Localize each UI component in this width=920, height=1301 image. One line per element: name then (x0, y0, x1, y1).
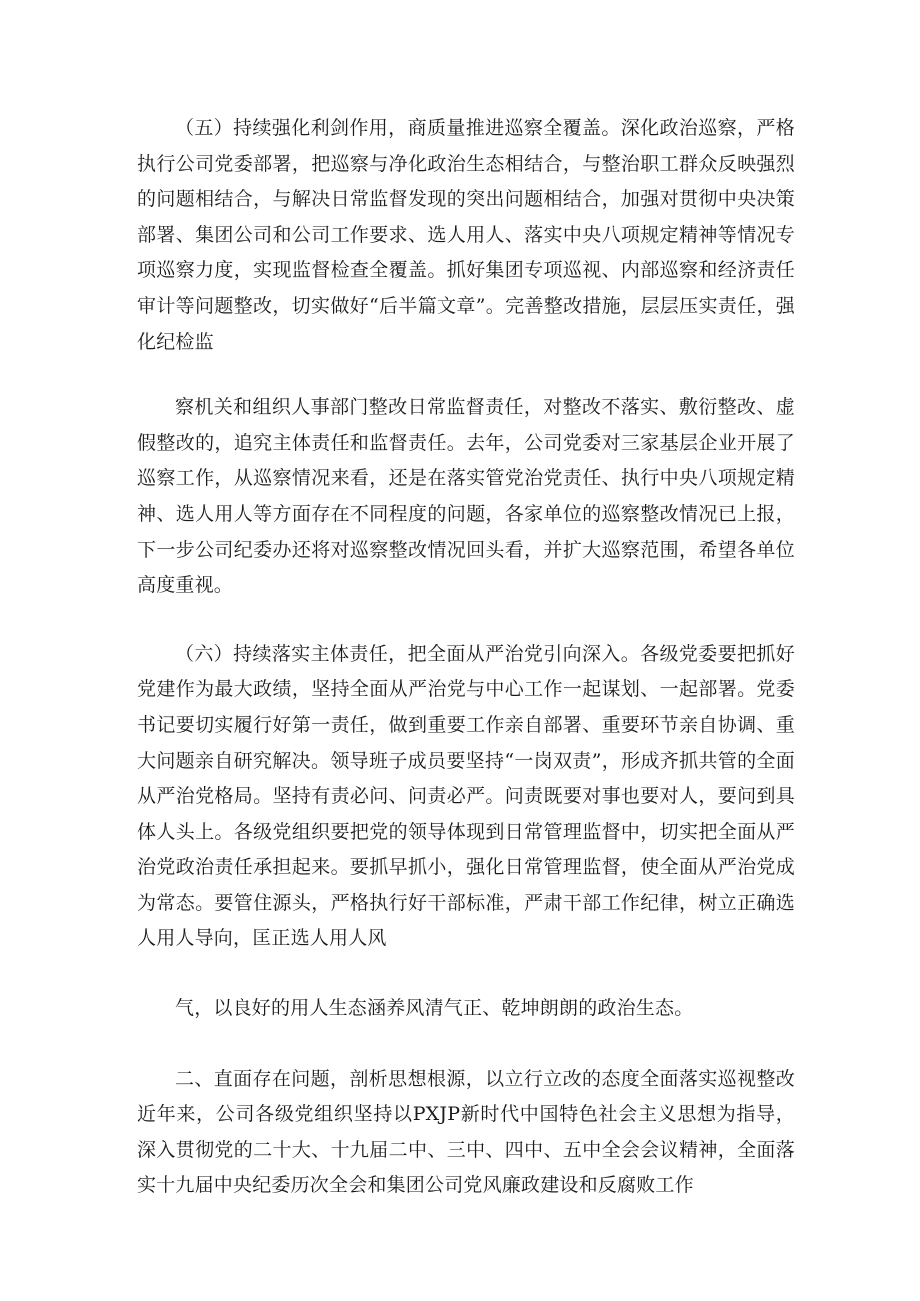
paragraph-inspection-rectification: 察机关和组织人事部门整改日常监督责任，对整改不落实、敷衍整改、虚假整改的，追究主体责任和监督责任。去年，公司党委对三家基层企业开展了巡察工作，从巡察情况来看，还是在落实管党治党责任、执行中央八项规定精神、选人用人等方面存在不同程度的问题，各家单位的巡察整改情况已上报，下一步公司纪委办还将对巡察整改情况回头看，并扩大巡察范围，希望各单位高度重视。 (137, 396, 795, 597)
document-page (137, 111, 795, 1204)
paragraph-section-2-problems: 二、直面存在问题，剖析思想根源，以立行立改的态度全面落实巡视整改近年来，公司各级党组织坚持以PXJP新时代中国特色社会主义思想为指导，深入贯彻党的二十大、十九届二中、三中、四中、五中全会会议精神，全面落实十九届中央纪委历次全会和集团公司党风廉政建设和反腐败工作 (137, 1067, 795, 1197)
paragraph-6-main-responsibility: （六）持续落实主体责任，把全面从严治党引向深入。各级党委要把抓好党建作为最大政绩，坚持全面从严治党与中心工作一起谋划、一起部署。党委书记要切实履行好第一责任，做到重要工作亲自部署、重要环节亲自协调、重大问题亲自研究解决。领导班子成员要坚持“一岗双责”，形成齐抓共管的全面从严治党格局。坚持有责必问、问责必严。问责既要对事也要对人，要问到具体人头上。各级党组织要把党的领导体现到日常管理监督中，切实把全面从严治党政治责任承担起来。要抓早抓小，强化日常管理监督，使全面从严治党成为常态。要管住源头，严格执行好干部标准，严肃干部工作纪律，树立正确选人用人导向，匡正选人用人风 (137, 642, 795, 950)
paragraph-political-ecology: 气，以良好的用人生态涵养风清气正、乾坤朗朗的政治生态。 (175, 997, 694, 1020)
paragraph-5-inspection-coverage: （五）持续强化利剑作用，商质量推进巡察全覆盖。深化政治巡察，严格执行公司党委部署，把巡察与净化政治生态相结合，与整治职工群众反映强烈的问题相结合，与解决日常监督发现的突出问题相结合，加强对贯彻中央决策部署、集团公司和公司工作要求、选人用人、落实中央八项规定精神等情况专项巡察力度，实现监督检查全覆盖。抓好集团专项巡视、内部巡察和经济责任审计等问题整改，切实做好“后半篇文章”。完善整改措施，层层压实责任，强化纪检监 (137, 117, 795, 353)
